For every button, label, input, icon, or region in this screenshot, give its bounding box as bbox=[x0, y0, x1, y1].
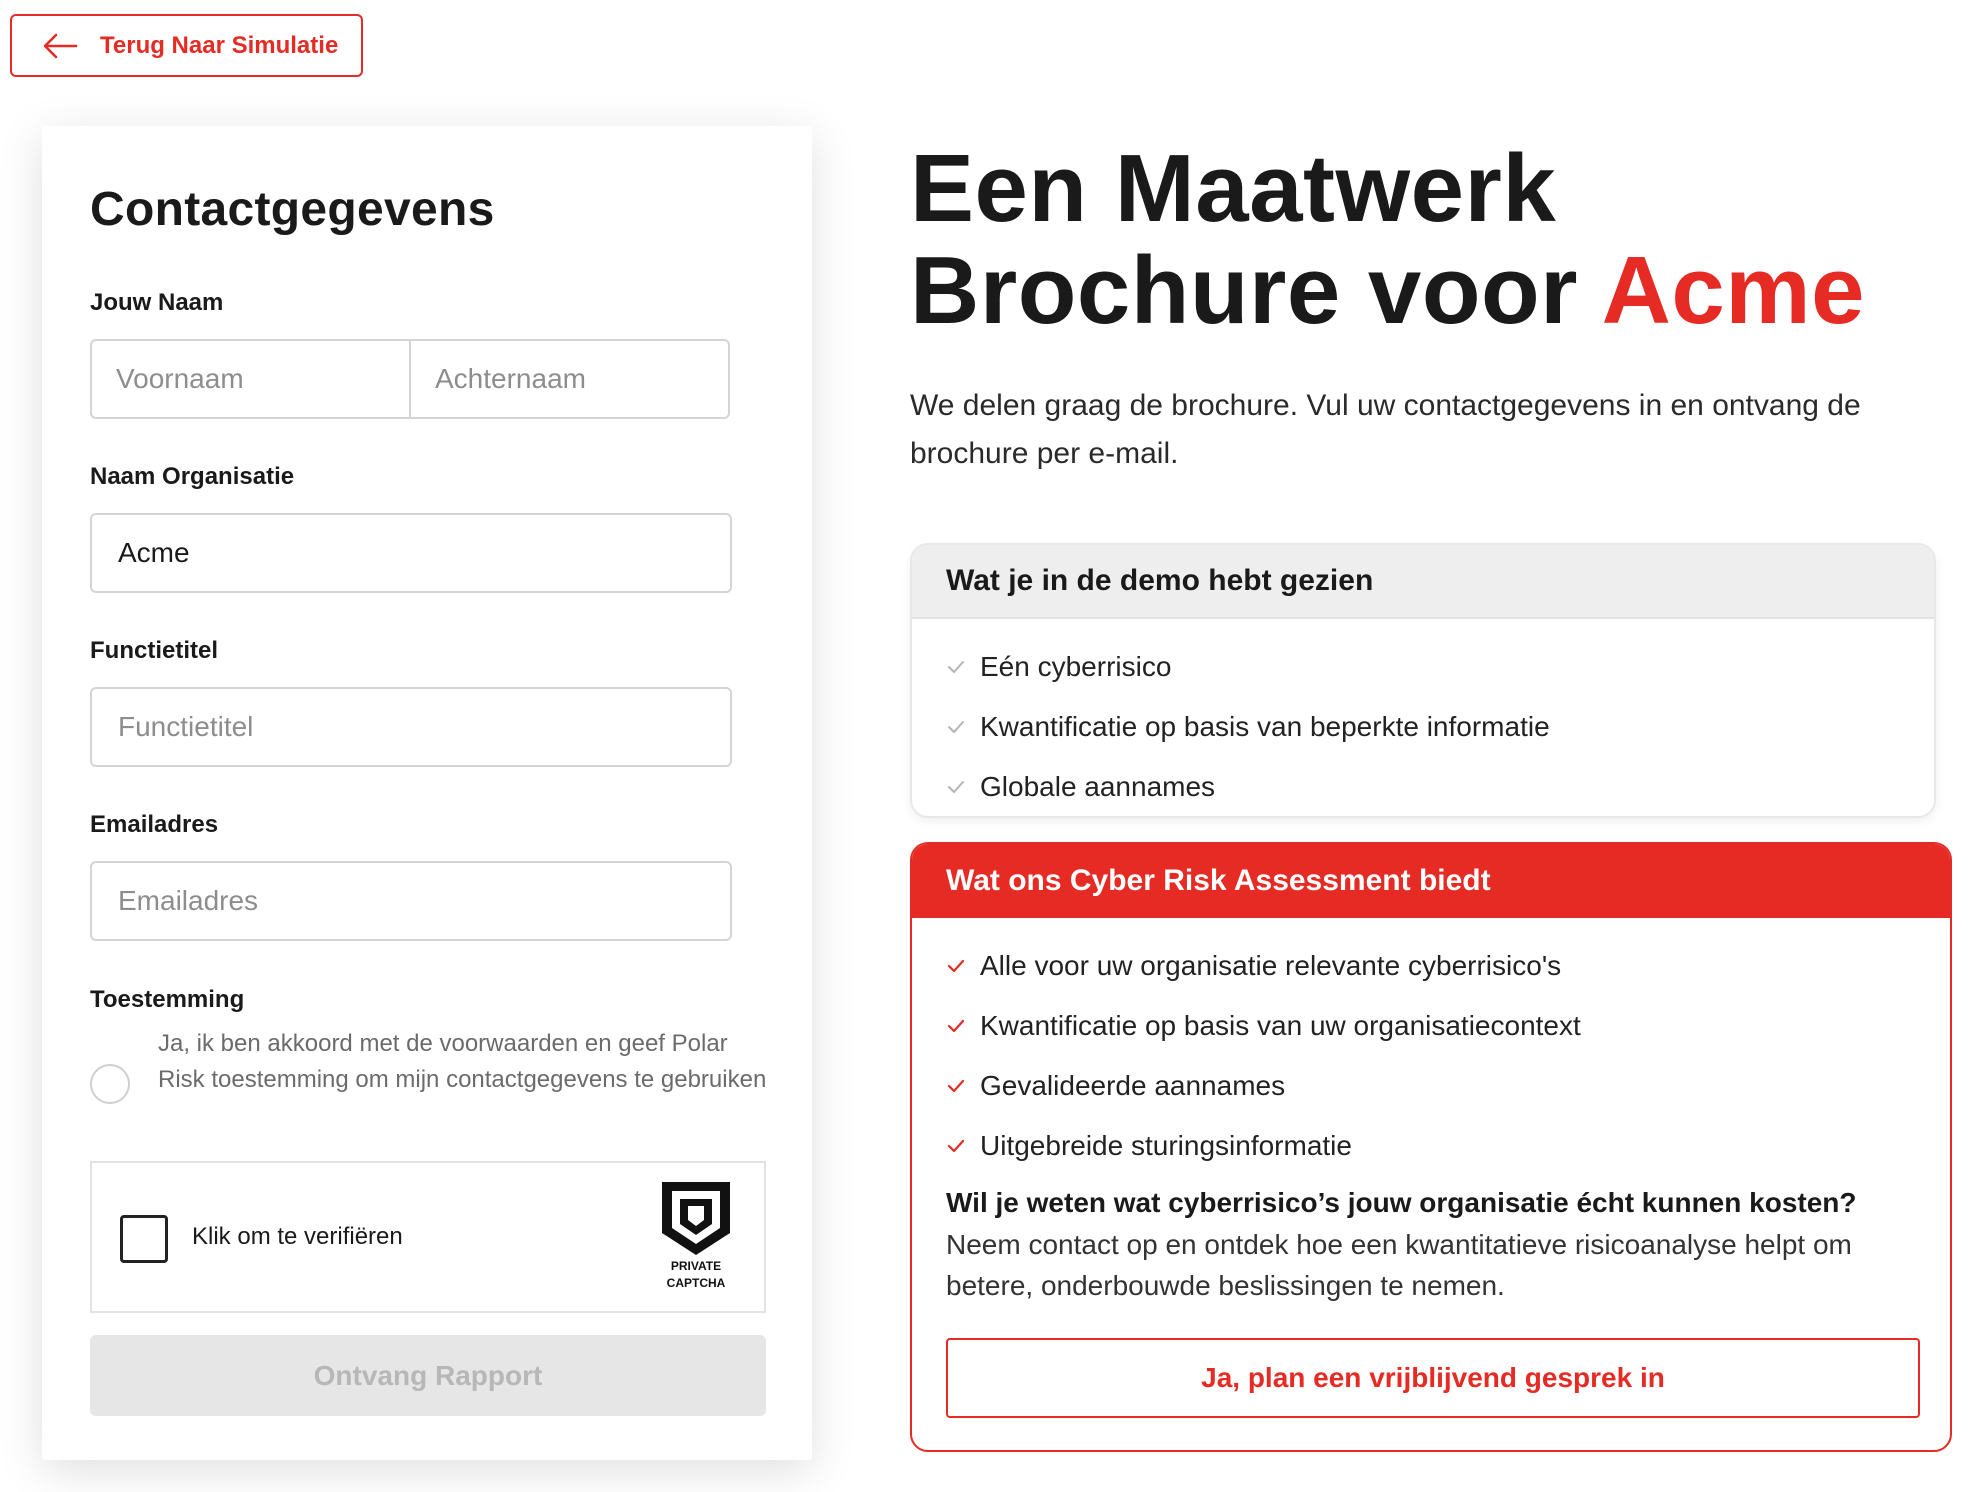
cta-body-text: Neem contact op en ontdek hoe een kwantitatieve risicoanalyse helpt om betere, onderbouwde beslissingen te nemen. bbox=[946, 1229, 1852, 1301]
list-item bbox=[946, 1116, 1950, 1176]
title-line-2 bbox=[910, 237, 1866, 344]
submit-button[interactable]: Ontvang Rapport bbox=[90, 1335, 766, 1416]
check-icon bbox=[946, 1136, 966, 1156]
assessment-panel bbox=[910, 842, 1952, 1452]
list-item bbox=[946, 1056, 1950, 1116]
schedule-call-button[interactable]: Ja, plan een vrijblijvend gesprek in bbox=[946, 1338, 1920, 1418]
list-item bbox=[946, 936, 1950, 996]
private-captcha-logo bbox=[656, 1179, 736, 1291]
title-line-2-prefix: Brochure voor bbox=[910, 237, 1602, 344]
form-title: Contactgegevens bbox=[90, 183, 495, 236]
consent-checkbox[interactable] bbox=[90, 1064, 130, 1104]
job-title-label: Functietitel bbox=[90, 637, 219, 664]
consent-text: Ja, ik ben akkoord met de voorwaarden en geef Polar Risk toestemming om mijn contactgegevens te gebruiken bbox=[158, 1030, 767, 1093]
list-item bbox=[946, 697, 1934, 757]
assessment-item-text: Alle voor uw organisatie relevante cyberrisico's bbox=[980, 950, 1562, 981]
consent-label: Toestemming bbox=[90, 986, 245, 1013]
demo-list bbox=[912, 619, 1934, 817]
demo-item-text: Kwantificatie op basis van beperkte informatie bbox=[980, 711, 1550, 742]
back-to-simulation-button[interactable] bbox=[10, 14, 363, 77]
check-icon bbox=[946, 777, 966, 797]
check-icon bbox=[946, 657, 966, 677]
check-icon bbox=[946, 717, 966, 737]
captcha-checkbox[interactable] bbox=[120, 1215, 168, 1263]
email-input[interactable]: Emailadres bbox=[90, 861, 732, 941]
name-row bbox=[90, 339, 730, 419]
organization-label: Naam Organisatie bbox=[90, 463, 295, 490]
first-name-input[interactable]: Voornaam bbox=[92, 341, 411, 417]
email-label: Emailadres bbox=[90, 811, 219, 838]
name-label: Jouw Naam bbox=[90, 289, 224, 316]
check-icon bbox=[946, 956, 966, 976]
back-button-label: Terug Naar Simulatie bbox=[100, 31, 339, 59]
captcha-logo-line2: CAPTCHA bbox=[666, 1276, 726, 1290]
check-icon bbox=[946, 1016, 966, 1036]
title-company-name: Acme bbox=[1601, 237, 1866, 344]
demo-panel bbox=[910, 543, 1936, 818]
check-icon bbox=[946, 1076, 966, 1096]
intro-text: We delen graag de brochure. Vul uw contactgegevens in en ontvang de brochure per e-mail. bbox=[910, 389, 1861, 470]
assessment-item-text: Gevalideerde aannames bbox=[980, 1070, 1286, 1101]
contact-form-card bbox=[42, 126, 812, 1460]
assessment-item-text: Uitgebreide sturingsinformatie bbox=[980, 1130, 1352, 1161]
assessment-list bbox=[912, 918, 1950, 1176]
list-item bbox=[946, 996, 1950, 1056]
organization-input[interactable]: Acme bbox=[90, 513, 732, 593]
last-name-input[interactable]: Achternaam bbox=[435, 363, 586, 394]
demo-item-text: Globale aannames bbox=[980, 771, 1216, 802]
list-item bbox=[946, 757, 1934, 817]
demo-item-text: Eén cyberrisico bbox=[980, 651, 1172, 682]
arrow-left-icon bbox=[42, 32, 78, 60]
captcha-logo-line1: PRIVATE bbox=[670, 1259, 722, 1273]
job-title-input[interactable]: Functietitel bbox=[90, 687, 732, 767]
assessment-panel-title: Wat ons Cyber Risk Assessment biedt bbox=[912, 844, 1950, 918]
captcha-widget bbox=[90, 1161, 766, 1313]
captcha-label: Klik om te verifiëren bbox=[192, 1223, 403, 1250]
title-line-1: Een Maatwerk bbox=[910, 135, 1557, 242]
assessment-item-text: Kwantificatie op basis van uw organisatiecontext bbox=[980, 1010, 1581, 1041]
list-item bbox=[946, 637, 1934, 697]
cta-question: Wil je weten wat cyberrisico’s jouw organisatie écht kunnen kosten? bbox=[946, 1187, 1857, 1218]
demo-panel-title: Wat je in de demo hebt gezien bbox=[912, 545, 1934, 619]
page-title bbox=[910, 135, 1866, 344]
shield-icon bbox=[659, 1179, 733, 1257]
